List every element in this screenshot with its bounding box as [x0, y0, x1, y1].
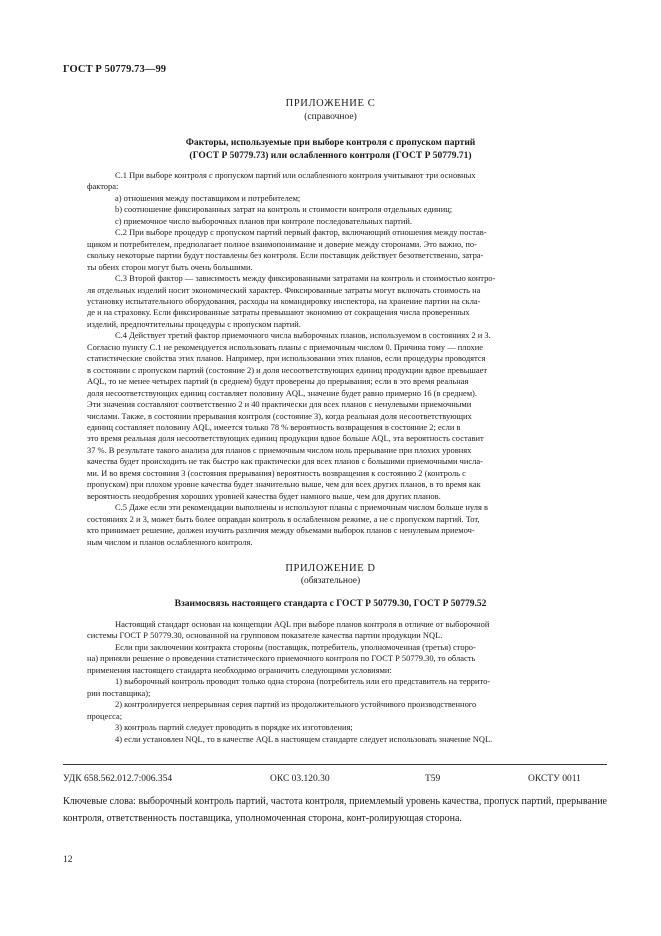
list-item-c: c) приемочное число выборочных планов при контроле последовательных партий. — [115, 215, 412, 226]
t-code: Т59 — [425, 774, 441, 784]
appendix-d-title: ПРИЛОЖЕНИЕ D — [285, 563, 376, 574]
paragraph-d1: Настоящий стандарт основан на концепции AQL при выборе планов контроля в отличие от выборочной системы ГОСТ Р 50779.30, основанной на групповом показателе качества партии продукции NQL. — [87, 619, 490, 641]
appendix-c-subtitle: (справочное) — [304, 112, 357, 122]
oks-code: ОКС 03.120.30 — [270, 774, 330, 784]
paragraph-d2: Если при заключении контракта стороны (поставщик, потребитель, уполномоченная (третья) сторо- на) приняли решение о проведении статистического приемочного контроля по ГОСТ Р 50779.30, то область применения настоящего стандарта необходимо ограничить следующими условиями: — [87, 641, 476, 675]
appendix-c-heading-line-2: (ГОСТ Р 50779.73) или ослабленного контроля (ГОСТ Р 50779.71) — [189, 151, 472, 161]
appendix-d-heading: Взаимосвязь настоящего стандарта с ГОСТ Р 50779.30, ГОСТ Р 50779.52 — [174, 599, 487, 609]
footer-divider — [63, 764, 607, 765]
appendix-c-heading-line-1: Факторы, используемые при выборе контроля с пропуском партий — [185, 138, 476, 148]
appendix-d-body — [87, 619, 598, 745]
condition-item-3: 3) контроль партий следует проводить в порядке их изготовления; — [115, 722, 353, 733]
standard-header: ГОСТ Р 50779.73—99 — [63, 64, 167, 75]
keywords: Ключевые слова: выборочный контроль партий, частота контроля, приемлемый уровень качества, пропуск партий, прерывание контроля, ответственность поставщика, уполномоченная сторона, конт-ролирующая сторона. — [63, 796, 607, 824]
condition-item-2: 2) контролируется непрерывная серия партий из продолжительного устойчивого производственного процесса; — [87, 699, 477, 721]
udk-code: УДК 658.562.012.7:006.354 — [63, 774, 173, 784]
appendix-c-body — [87, 170, 598, 548]
paragraph-c4: C.4 Действует третий фактор приемочного числа выборочных планов, используемом в состояниях 2 и 3. Согласно пункту C.1 не рекомендуется использовать планы с приемочным числом 0. Причина тому — плохие статистические свойства этих планов. Например, при использовании этих планов, если процедуры проводятся в состоянии с пропуском партий (состояние 2) и доля несоответствующих единиц продукции вдвое превышает AQL, то не менее четырех партий (в среднем) будут проверены до прерывания; если в это время реальная доля несоответствующих единиц составляет половину AQL, значение будет равно примерно 16 (в среднем). Эти значения составляют соответственно 2 и 40 практически для всех планов с ненулевыми приемочными числами. Также, в состоянии прерывания контроля (состояние 3), когда реальная доля несоответствующих единиц составляет половину AQL, имеется только 78 % вероятность возвращения в состояние 2; если в это время реальная доля несоответствующих единиц продукции вдвое больше AQL, эта вероятность составит 37 %. В результате такого анализа для планов с приемочным числом ноль прерывание при плохих уровнях качества будет происходить не так быстро как практически для всех планов с большими приемочными числа- ми. И во время состояния 3 (состояния прерывания) вероятность возвращения к состоянию 2 (контроль с пропуском) при плохом уровне качества будет значительно выше, чем для всех других планов, в то время как вероятность неодобрения хороших уровней качества будет намного выше, чем для других планов. — [87, 330, 491, 501]
paragraph-c2: C.2 При выборе процедур с пропуском партий первый фактор, включающий отношения между постав- щиком и потребителем, предполагает полное взаимопонимание и доверие между сторонами. Это важно, по- скольку некоторые партии будут поставлены без контроля. Если поставщик действует безответственно, затра- ты обеих сторон могут быть очень большими. — [87, 227, 487, 272]
paragraph-c1: C.1 При выборе контроля с пропуском партий или ослабленного контроля учитывают три основных фактора: — [87, 170, 476, 192]
appendix-c-title: ПРИЛОЖЕНИЕ С — [285, 98, 376, 109]
page-number: 12 — [63, 855, 73, 865]
paragraph-c5: C.5 Даже если эти рекомендации выполнены и используют планы с приемочным числом больше нуля в состояниях 2 и 3, может быть более оправдан контроль в ослабленном режиме, а не с пропуском партий. Тот, кто принимает решение, должен изучить различия между объемами выборок планов с ненулевым приемоч- ным числом и планов ослабленного контроля. — [87, 502, 488, 547]
paragraph-c3: C.3 Второй фактор — зависимость между фиксированными затратами на контроль и стоимостью контро- ля отдельных изделий носит экономический характер. Фиксированные затраты могут включать стоимость на установку испытательного оборудования, расходы на командировку инспектора, на хранение партии на скла- де и на страховку. Если фиксированные затраты превышают экономию от сокращения числа проверенных изделий, предпочтительны процедуры с пропуском партий. — [87, 273, 496, 329]
condition-item-4: 4) если установлен NQL, то в качестве AQL в настоящем стандарте следует использовать значение NQL. — [115, 733, 493, 744]
list-item-a: a) отношения между поставщиком и потребителем; — [115, 192, 301, 203]
appendix-d-subtitle: (обязательное) — [300, 576, 361, 586]
condition-item-1: 1) выборочный контроль проводит только одна сторона (потребитель или его представитель на террито- рии поставщика); — [87, 676, 491, 698]
okstu-code: ОКСТУ 0011 — [528, 774, 581, 784]
list-item-b: b) соотношение фиксированных затрат на контроль и стоимости контроля отдельных единиц; — [115, 204, 453, 215]
